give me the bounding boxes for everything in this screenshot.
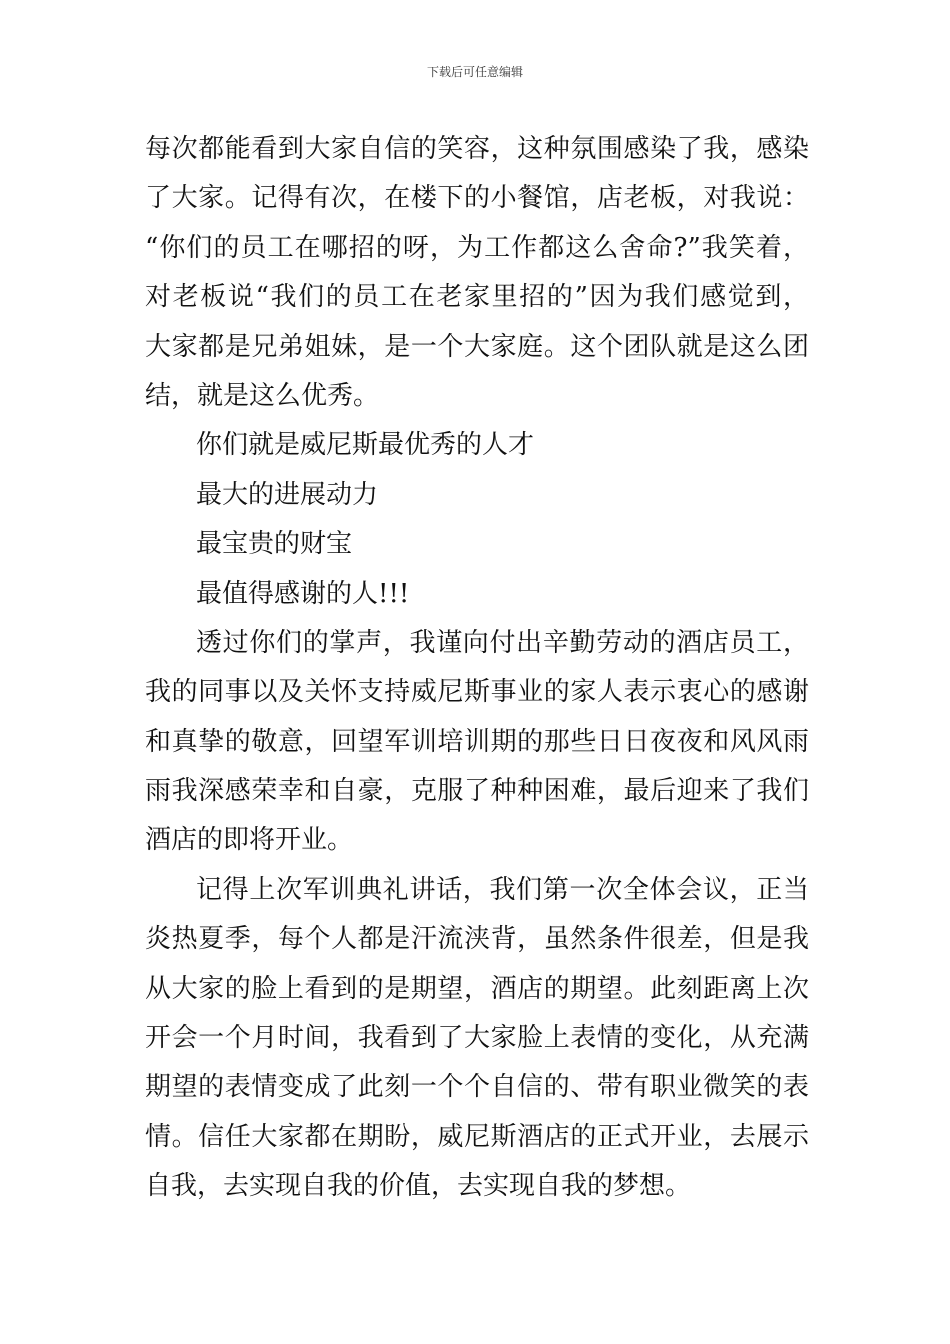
text-line: 结，就是这么优秀。 <box>145 380 380 411</box>
paragraph <box>145 570 809 619</box>
page-header: 下载后可任意编辑 <box>426 65 523 79</box>
text-line: 酒店的即将开业。 <box>145 825 354 856</box>
text-line: 最大的进展动力 <box>196 479 379 510</box>
text-line: 你们就是威尼斯最优秀的人才 <box>196 430 535 461</box>
text-line: 雨我深感荣幸和自豪，克服了种种困难，最后迎来了我们 <box>145 776 809 807</box>
text-line: 自我，去实现自我的价值，去实现自我的梦想。 <box>145 1171 692 1202</box>
paragraph <box>145 471 809 520</box>
document-body <box>145 125 809 1212</box>
text-line: 从大家的脸上看到的是期望，酒店的期望。此刻距离上次 <box>145 973 809 1004</box>
text-line: 了大家。记得有次，在楼下的小餐馆，店老板，对我说： <box>145 183 809 214</box>
paragraph <box>145 125 809 421</box>
text-line: 我的同事以及关怀支持威尼斯事业的家人表示衷心的感谢 <box>145 677 809 708</box>
paragraph <box>145 421 809 470</box>
text-line: 大家都是兄弟姐妹，是一个大家庭。这个团队就是这么团 <box>145 331 809 362</box>
text-line: 和真挚的敬意，回望军训培训期的那些日日夜夜和风风雨 <box>145 726 809 757</box>
text-line: 记得上次军训典礼讲话，我们第一次全体会议，正当 <box>196 874 809 905</box>
text-line: 炎热夏季，每个人都是汗流浃背，虽然条件很差，但是我 <box>145 924 809 955</box>
text-line: 开会一个月时间，我看到了大家脸上表情的变化，从充满 <box>145 1023 809 1054</box>
text-line: 透过你们的掌声，我谨向付出辛勤劳动的酒店员工， <box>196 627 809 658</box>
paragraph <box>145 520 809 569</box>
text-line: 对老板说“我们的员工在老家里招的”因为我们感觉到， <box>145 282 809 313</box>
text-line: 每次都能看到大家自信的笑容，这种氛围感染了我，感染 <box>145 134 809 164</box>
text-line: 最值得感谢的人!!! <box>196 578 410 609</box>
paragraph <box>145 866 809 1212</box>
text-line: 最宝贵的财宝 <box>196 529 353 560</box>
text-line: 情。信任大家都在期盼，威尼斯酒店的正式开业，去展示 <box>145 1121 809 1152</box>
text-line: “你们的员工在哪招的呀，为工作都这么舍命?”我笑着， <box>145 232 809 263</box>
text-line: 期望的表情变成了此刻一个个自信的、带有职业微笑的表 <box>145 1072 809 1103</box>
paragraph <box>145 619 809 866</box>
